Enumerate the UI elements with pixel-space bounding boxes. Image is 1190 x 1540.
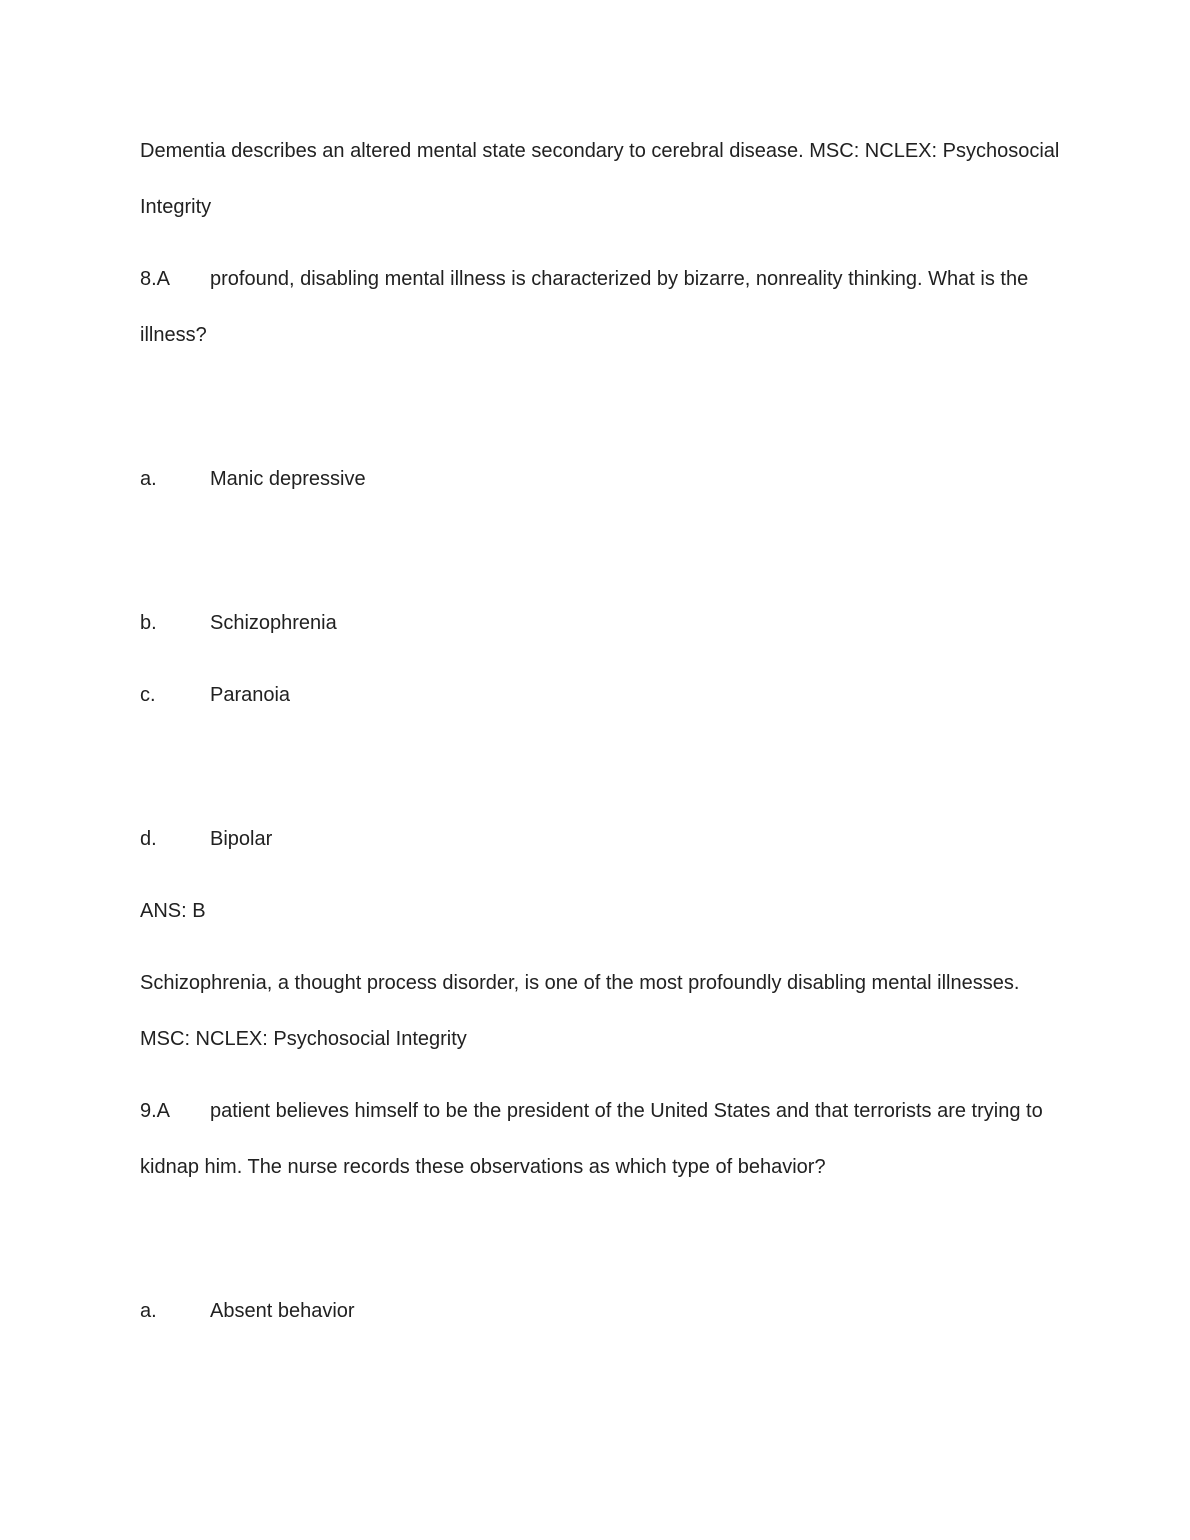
answer-option-c (140, 667, 1062, 723)
question-8 (140, 251, 1062, 363)
paragraph-text: Schizophrenia, a thought process disorder, is one of the most profoundly disabling mental illnesses. MSC: NCLEX: Psychosocial Integrity (140, 972, 1020, 1050)
option-letter: b. (140, 612, 157, 634)
blank-line (140, 379, 1062, 451)
paragraph-rationale (140, 955, 1062, 1067)
question-number: 9.A (140, 1100, 171, 1122)
question-text: patient believes himself to be the president of the United States and that terrorists are trying to kidnap him. The nurse records these observations as which type of behavior? (140, 1100, 1043, 1178)
option-letter: c. (140, 684, 156, 706)
option-text: Paranoia (210, 684, 291, 706)
paragraph-text: ANS: B (140, 900, 206, 922)
blank-line (140, 1211, 1062, 1283)
option-letter: a. (140, 468, 157, 490)
option-text: Schizophrenia (210, 612, 337, 634)
paragraph-text: Dementia describes an altered mental state secondary to cerebral disease. MSC: NCLEX: Psychosocial Integrity (140, 140, 1060, 218)
option-text: Manic depressive (210, 468, 366, 490)
answer-option-a (140, 1283, 1062, 1339)
question-number: 8.A (140, 268, 171, 290)
answer-key (140, 883, 1062, 939)
answer-option-a (140, 451, 1062, 507)
blank-line (140, 523, 1062, 595)
answer-option-d (140, 811, 1062, 867)
blank-line (140, 739, 1062, 811)
question-9 (140, 1083, 1062, 1195)
option-text: Absent behavior (210, 1300, 355, 1322)
option-letter: d. (140, 828, 157, 850)
option-text: Bipolar (210, 828, 273, 850)
answer-option-b (140, 595, 1062, 651)
paragraph-rationale (140, 123, 1062, 235)
option-letter: a. (140, 1300, 157, 1322)
question-text: profound, disabling mental illness is characterized by bizarre, nonreality thinking. What is the illness? (140, 268, 1029, 346)
